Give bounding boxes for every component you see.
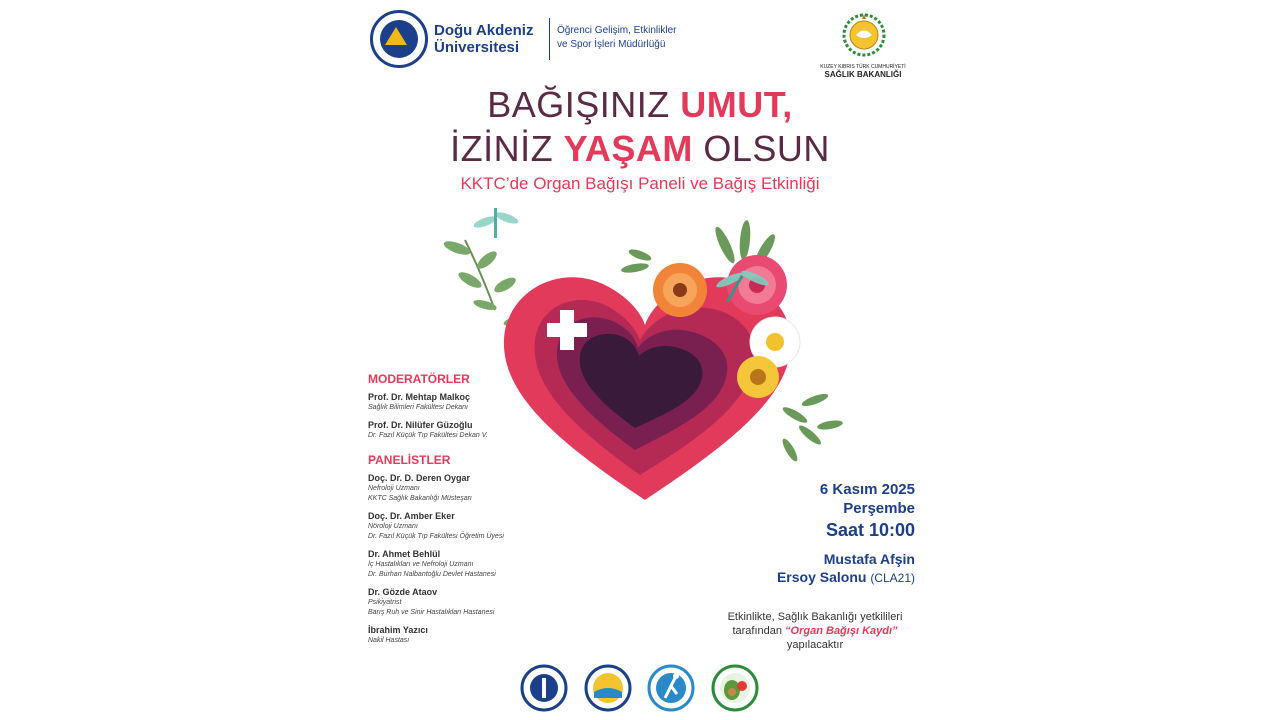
dragonfly-icon [472, 208, 519, 238]
header-divider [549, 18, 550, 60]
moderator-entry: Prof. Dr. Mehtap Malkoç Sağlık Bilimleri Fakültesi Dekanı [368, 392, 471, 411]
panelist-entry: Dr. Ahmet Behlül İç Hastalıkları ve Nefroloji Uzmanı Dr. Burhan Nalbantoğlu Devlet Hastanesi [368, 549, 496, 578]
university-name: Doğu Akdeniz Üniversitesi [434, 22, 534, 56]
registration-note: Etkinlikte, Sağlık Bakanlığı yetkilileri tarafından “Organ Bağışı Kaydı” yapılacaktır [727, 611, 903, 651]
panelist-entry: Dr. Gözde Ataov Psikiyatrist Barış Ruh ve Sinir Hastalıkları Hastanesi [368, 587, 495, 616]
main-title-line1: BAĞIŞINIZ UMUT, [487, 84, 793, 125]
panelist-entry: Doç. Dr. D. Deren Oygar Nefroloji Uzmanı KKTC Sağlık Bakanlığı Müsteşarı [368, 473, 472, 502]
event-time: Saat 10:00 [825, 520, 915, 540]
panelists-heading: PANELİSTLER [368, 453, 451, 467]
yellow-flower-icon [737, 356, 779, 398]
event-venue: Mustafa Afşin Ersoy Salonu (CLA21) [776, 551, 915, 585]
main-title-line2: İZİNİZ YAŞAM OLSUN [450, 128, 830, 169]
panelist-entry: Doç. Dr. Amber Eker Nöroloji Uzmanı Dr. Fazıl Küçük Tıp Fakültesi Öğretim Üyesi [368, 511, 504, 540]
ministry-emblem-icon [838, 8, 890, 62]
university-seal-icon [370, 10, 428, 68]
moderator-entry: Prof. Dr. Nilüfer Güzoğlu Dr. Fazıl Küçük Tıp Fakültesi Dekan V. [368, 420, 488, 439]
partner-logo-icon [647, 664, 695, 712]
speakers-section [368, 372, 588, 653]
subtitle: KKTC’de Organ Bağışı Paneli ve Bağış Etkinliği [460, 174, 820, 193]
event-date: 6 Kasım 2025 [819, 481, 915, 498]
ministry-name: KUZEY KIBRIS TÜRK CUMHURİYETİ SAĞLIK BAKANLIĞI [820, 64, 906, 79]
event-details [700, 480, 915, 587]
orange-flower-icon [653, 263, 707, 317]
partner-logo-icon [520, 664, 568, 712]
department-name: Öğrenci Gelişim, Etkinlikler ve Spor İşleri Müdürlüğü [557, 25, 677, 50]
event-day: Perşembe [843, 500, 915, 517]
panelist-entry: İbrahim Yazıcı Nakil Hastası [368, 625, 428, 644]
partner-logo-icon [711, 664, 759, 712]
partner-logo-icon [584, 664, 632, 712]
moderators-heading: MODERATÖRLER [368, 372, 470, 386]
